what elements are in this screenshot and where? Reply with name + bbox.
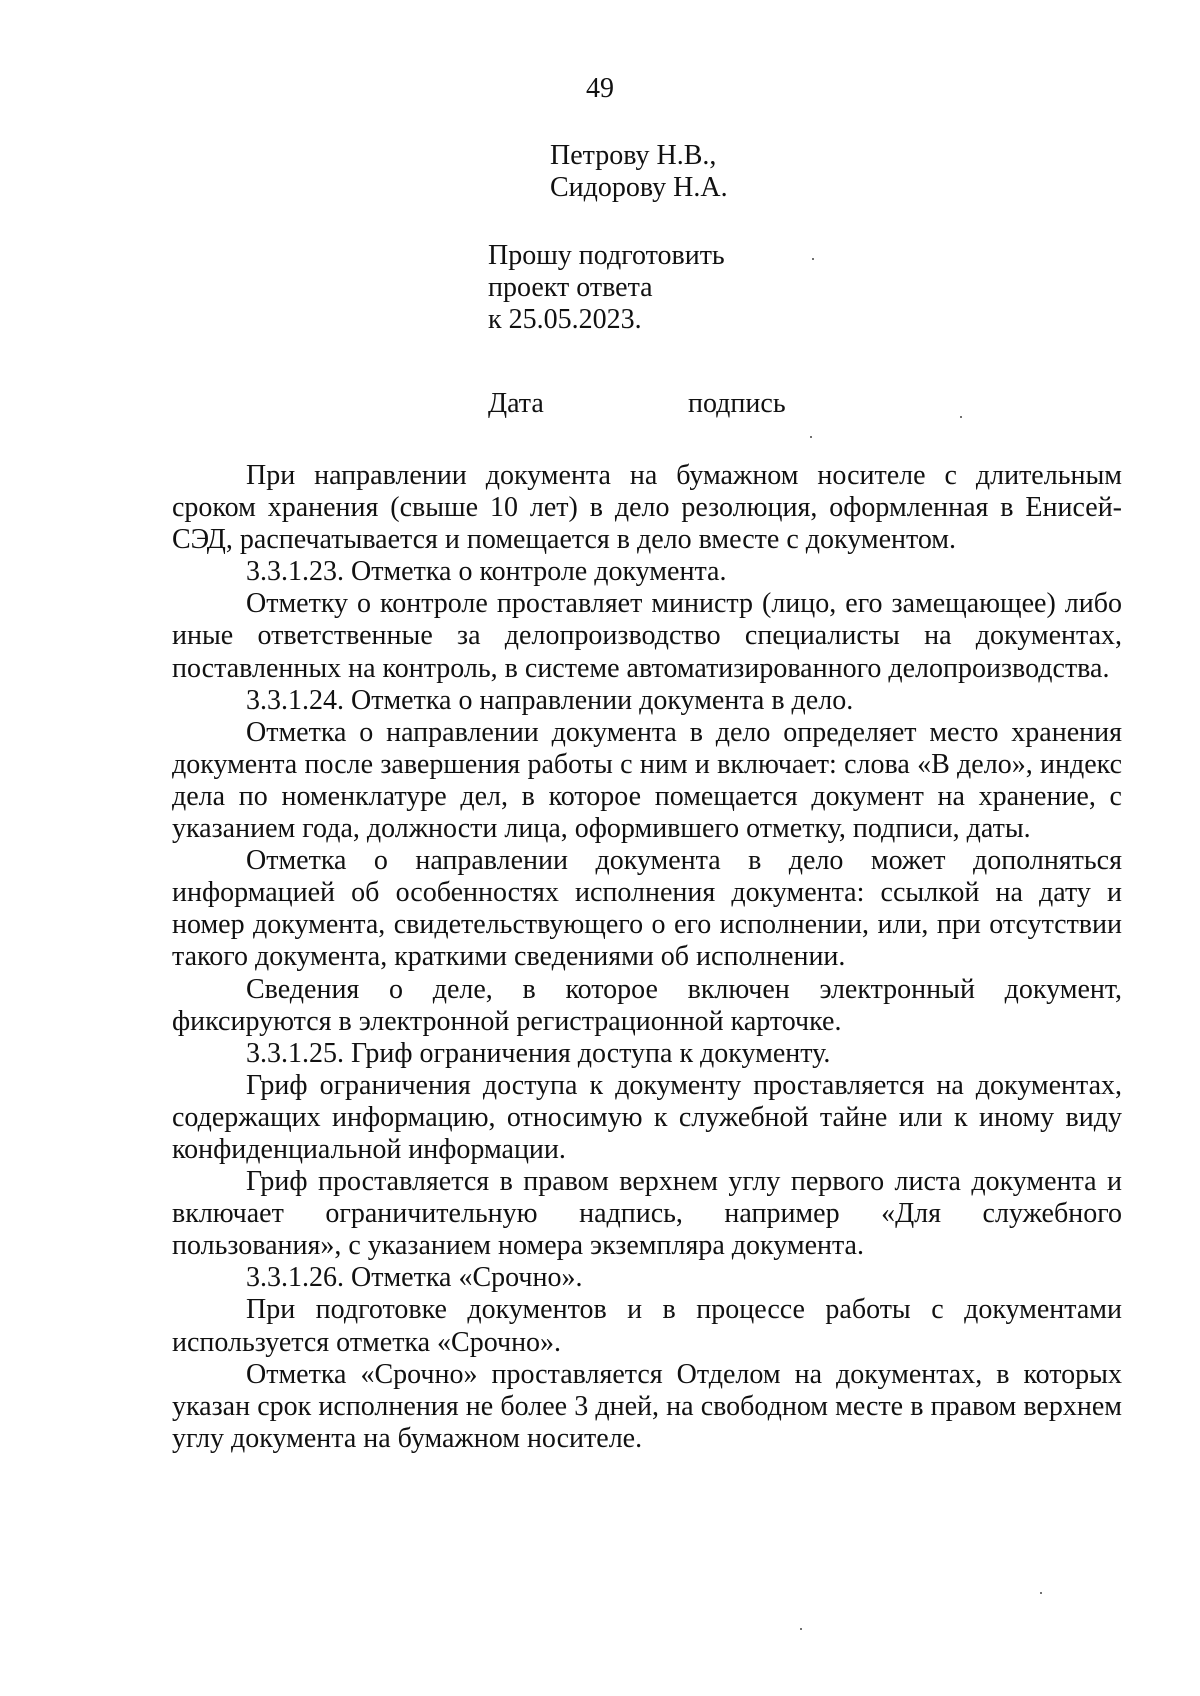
page-number: 49 [586,73,614,104]
section-heading: 3.3.1.25. Гриф ограничения доступа к документу. [246,1037,831,1069]
instruction-line: к 25.05.2023. [488,304,642,335]
paragraph: Гриф проставляется в правом верхнем углу первого листа документа и включает ограничительную надпись, например «Для служебного пользования», с указанием номера экземпляра документа. [172,1166,1122,1262]
addressee-line: Сидорову Н.А. [550,172,728,203]
scan-speck [960,416,962,418]
paragraph: Отметка «Срочно» проставляется Отделом на документах, в которых указан срок исполнения не более 3 дней, на свободном месте в правом верхнем углу документа на бумажном носителе. [172,1358,1122,1454]
paragraph: Отметка о направлении документа в дело определяет место хранения документа после завершения работы с ним и включает: слова «В дело», индекс дела по номенклатуре дел, в которое помещается документ на хранение, с указанием года, должности лица, оформившего отметку, подписи, даты. [172,716,1122,845]
section-heading: 3.3.1.24. Отметка о направлении документа в дело. [246,684,854,716]
scan-speck [800,1628,802,1630]
body-text [172,460,1122,1455]
scan-speck [810,436,812,438]
scan-speck [1040,1592,1042,1594]
section-heading: 3.3.1.26. Отметка «Срочно». [246,1262,583,1294]
instruction-line: проект ответа [488,272,653,303]
paragraph: Гриф ограничения доступа к документу проставляется на документах, содержащих информацию, относимую к служебной тайне или к иному виду конфиденциальной информации. [172,1069,1122,1165]
paragraph: Отметку о контроле проставляет министр (лицо, его замещающее) либо иные ответственные за делопроизводство специалисты на документах, поставленных на контроль, в системе автоматизированного делопроизводства. [172,588,1122,684]
resolution-instruction [488,240,725,336]
paragraph: Отметка о направлении документа в дело может дополняться информацией об особенностях исполнения документа: ссылкой на дату и номер документа, свидетельствующего о его исполнении, или, при отсутствии такого документа, краткими сведениями об исполнении. [172,845,1122,973]
signature-label: подпись [688,388,786,419]
section-heading: 3.3.1.23. Отметка о контроле документа. [246,556,727,588]
addressee-line: Петрову Н.В., [550,140,717,171]
date-label: Дата [488,388,544,419]
scan-speck [812,258,814,260]
paragraph: При направлении документа на бумажном носителе с длительным сроком хранения (свыше 10 лет) в дело резолюция, оформленная в Енисей-СЭД, распечатывается и помещается в дело вместе с документом. [172,460,1122,556]
paragraph: Сведения о деле, в которое включен электронный документ, фиксируются в электронной регистрационной карточке. [172,973,1122,1037]
resolution-addressees [550,140,728,204]
paragraph: При подготовке документов и в процессе работы с документами используется отметка «Срочно». [172,1294,1122,1358]
instruction-line: Прошу подготовить [488,240,725,271]
